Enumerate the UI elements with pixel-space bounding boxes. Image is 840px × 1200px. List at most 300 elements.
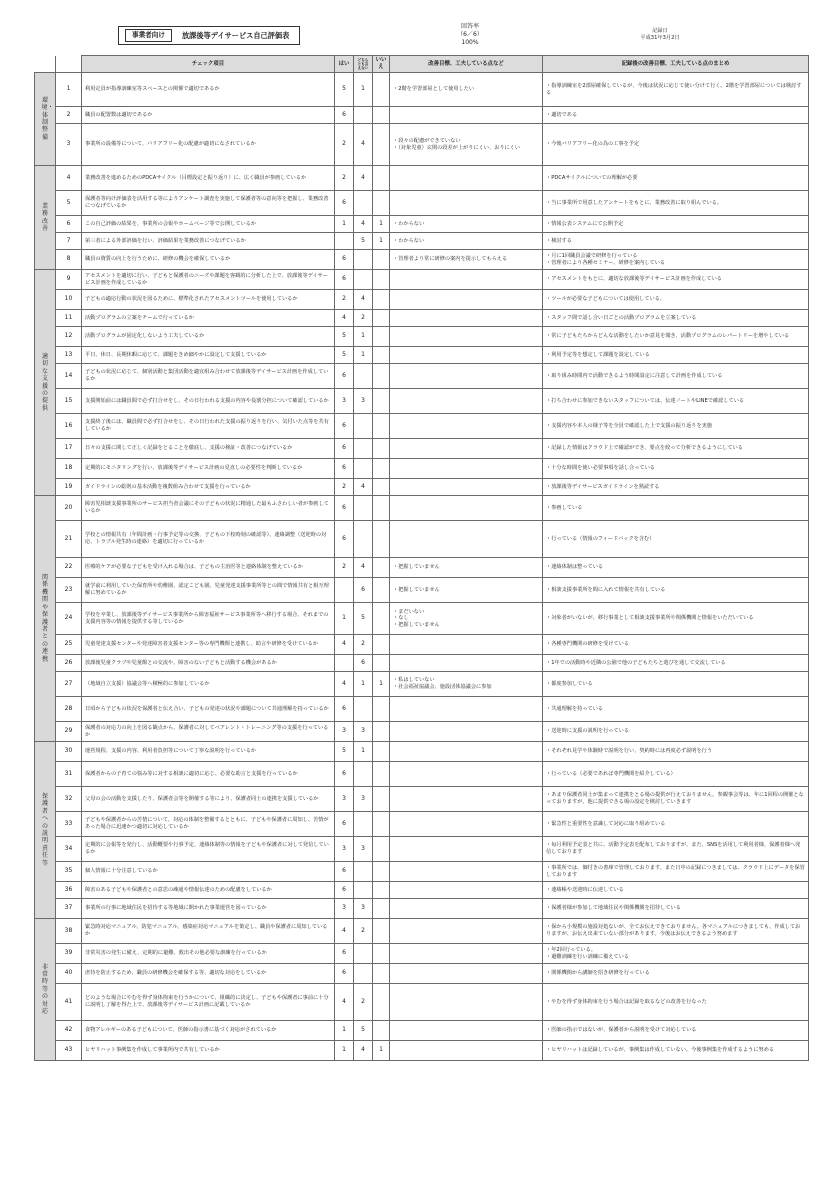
improvement-note	[390, 290, 543, 310]
check-item: 学校を卒業し、放課後等デイサービス事業所から障害福祉サービス事業所等へ移行する場合、それまでの支援内容等の情報を提供する等しているか	[82, 603, 335, 635]
maybe-count	[354, 762, 373, 787]
no-count	[373, 697, 390, 722]
no-count	[373, 166, 390, 191]
maybe-count: 5	[354, 1021, 373, 1041]
summary-note: ・ヒヤリハットは記録しているが、事例集は作成していない。今後事例集を作成するように努める	[543, 1041, 809, 1061]
maybe-count: 4	[354, 166, 373, 191]
item-number: 17	[56, 439, 82, 459]
item-number: 6	[56, 216, 82, 233]
no-count	[373, 250, 390, 270]
yes-count: 6	[335, 496, 354, 521]
item-number: 39	[56, 944, 82, 964]
check-item: 虐待を防止するため、職員の研修機会を確保する等、適切な対応をしているか	[82, 964, 335, 984]
check-item: 第三者による外部評価を行い、評価結果を業務改善につなげているか	[82, 233, 335, 250]
table-header-row	[35, 56, 809, 73]
maybe-count	[354, 364, 373, 389]
summary-note: ・送迎時に支援の説明を行っている	[543, 722, 809, 742]
table-row	[35, 862, 809, 882]
check-item: 保護者等向け評価表を活用する等によりアンケート調査を実施して保護者等の意向等を把握し、業務改善につなげているか	[82, 191, 335, 216]
page-title: 放課後等デイサービス自己評価表	[181, 30, 290, 40]
check-item: 緊急時対応マニュアル、防犯マニュアル、感染症対応マニュアルを策定し、職員や保護者に周知しているか	[82, 919, 335, 944]
improvement-note	[390, 964, 543, 984]
improvement-note	[390, 107, 543, 124]
yes-count: 5	[335, 742, 354, 762]
improvement-note	[390, 635, 543, 655]
no-count	[373, 964, 390, 984]
yes-count: 4	[335, 984, 354, 1021]
maybe-count	[354, 964, 373, 984]
maybe-count: 4	[354, 290, 373, 310]
check-item: 日々の支援に関して正しく記録をとることを徹底し、支援の検証・改善につなげているか	[82, 439, 335, 459]
maybe-count	[354, 107, 373, 124]
summary-note: ・月に1回職員会議で研修を行っている ・管理者により各種セミナー、研修を案内している	[543, 250, 809, 270]
item-number: 7	[56, 233, 82, 250]
summary-note: ・年2回行っている。 ・避難訓練を行い訓練に備えている	[543, 944, 809, 964]
table-row	[35, 558, 809, 578]
maybe-count: 1	[354, 347, 373, 364]
table-row	[35, 414, 809, 439]
improvement-note	[390, 389, 543, 414]
check-item: 医療的ケアが必要な子どもを受け入れる場合は、子どもの主治医等と連絡体制を整えているか	[82, 558, 335, 578]
check-item: アセスメントを適切に行い、子どもと保護者のニーズや課題を客観的に分析した上で、放課後等デイサービス計画を作成しているか	[82, 270, 335, 290]
check-item: 児童発達支援センターや発達障害者支援センター等の専門機関と連携し、助言や研修を受けているか	[82, 635, 335, 655]
item-number: 20	[56, 496, 82, 521]
check-item: 保護者の対応力の向上を図る観点から、保護者に対してペアレント・トレーニング等の支援を行っているか	[82, 722, 335, 742]
summary-note: ・連絡帳や送迎時に伝達している	[543, 882, 809, 899]
summary-note: ・医師の指示ではないが、保護者から説明を受けて対応している	[543, 1021, 809, 1041]
no-count	[373, 655, 390, 672]
item-number: 33	[56, 812, 82, 837]
item-number: 21	[56, 521, 82, 558]
summary-note: ・参画している	[543, 496, 809, 521]
table-row	[35, 1021, 809, 1041]
yes-count: 6	[335, 812, 354, 837]
maybe-count: 4	[354, 479, 373, 496]
check-item: この自己評価の結果を、事業所の会報やホームページ等で公開しているか	[82, 216, 335, 233]
improvement-note	[390, 327, 543, 347]
no-count	[373, 899, 390, 919]
check-item: 障害のある子どもや保護者との意思の疎通や情報伝達のための配慮をしているか	[82, 882, 335, 899]
maybe-count: 1	[354, 672, 373, 697]
item-number: 42	[56, 1021, 82, 1041]
no-count	[373, 558, 390, 578]
summary-note: ・十分な時間を使い必要事項を話し合っている	[543, 459, 809, 479]
yes-count: 4	[335, 635, 354, 655]
no-count	[373, 722, 390, 742]
summary-note: ・共通理解を持っている	[543, 697, 809, 722]
table-row	[35, 124, 809, 166]
table-row	[35, 439, 809, 459]
yes-count: 4	[335, 310, 354, 327]
table-row	[35, 984, 809, 1021]
no-count	[373, 290, 390, 310]
yes-count: 1	[335, 603, 354, 635]
yes-count: 6	[335, 107, 354, 124]
section-label: 環境・体制整備	[35, 73, 56, 166]
maybe-count	[354, 697, 373, 722]
summary-note: ・取り組み時間内で活動できるよう時間設定に注意して計画を作成している	[543, 364, 809, 389]
table-row	[35, 290, 809, 310]
improvement-note: ・管理者より常に研修の案内を提示してもらえる	[390, 250, 543, 270]
improvement-note	[390, 862, 543, 882]
table-row	[35, 672, 809, 697]
yes-count: 2	[335, 124, 354, 166]
maybe-count: 3	[354, 722, 373, 742]
no-count	[373, 837, 390, 862]
maybe-count	[354, 944, 373, 964]
maybe-count: 5	[354, 233, 373, 250]
check-item: 支援開始前には職員間で必ず打合せをし、その日行われる支援の内容や役割分担について確認しているか	[82, 389, 335, 414]
table-row	[35, 270, 809, 290]
item-number: 22	[56, 558, 82, 578]
check-item: 子どもや保護者からの苦情について、対応の体制を整備するとともに、子どもや保護者に周知し、苦情があった場合に迅速かつ適切に対応しているか	[82, 812, 335, 837]
maybe-count: 1	[354, 327, 373, 347]
yes-count: 1	[335, 216, 354, 233]
item-number: 3	[56, 124, 82, 166]
yes-count: 2	[335, 558, 354, 578]
column-header-maybe: どちらとも言えない	[354, 56, 373, 73]
check-item: 事業所の行事に地域住民を招待する等地域に開かれた事業運営を図っているか	[82, 899, 335, 919]
item-number: 19	[56, 479, 82, 496]
table-row	[35, 166, 809, 191]
improvement-note	[390, 899, 543, 919]
item-number: 31	[56, 762, 82, 787]
improvement-note	[390, 1041, 543, 1061]
no-count	[373, 414, 390, 439]
table-row	[35, 742, 809, 762]
yes-count: 6	[335, 964, 354, 984]
check-item: 事業所の設備等について、バリアフリー化の配慮が適切になされているか	[82, 124, 335, 166]
response-rate-label: 回答率	[460, 23, 479, 30]
item-number: 10	[56, 290, 82, 310]
table-row	[35, 812, 809, 837]
maybe-count: 2	[354, 984, 373, 1021]
maybe-count: 3	[354, 899, 373, 919]
table-row	[35, 919, 809, 944]
item-number: 13	[56, 347, 82, 364]
summary-note: ・利用予定等を想定して課題を設定している	[543, 347, 809, 364]
table-body	[35, 73, 809, 1061]
improvement-note	[390, 812, 543, 837]
table-row	[35, 191, 809, 216]
improvement-note	[390, 837, 543, 862]
summary-note: ・あまり保護者同士が集まって連携をとる場の提供が行えておりません。参観事会等は、年に1回程の開催となっておりますが、他に提供できる場の設定を検討していきます	[543, 787, 809, 812]
maybe-count	[354, 459, 373, 479]
record-date	[610, 28, 710, 42]
check-item: 支援終了後には、職員間で必ず打合せをし、その日行われた支援の振り返りを行い、気付いた点等を共有しているか	[82, 414, 335, 439]
improvement-note	[390, 655, 543, 672]
no-count	[373, 919, 390, 944]
summary-note: ・記録した情報はクラウド上で確認ができ、要点を絞って分析できるようにしている	[543, 439, 809, 459]
no-count	[373, 496, 390, 521]
check-item: 個人情報に十分注意しているか	[82, 862, 335, 882]
improvement-note	[390, 166, 543, 191]
table-row	[35, 635, 809, 655]
improvement-note	[390, 364, 543, 389]
no-count	[373, 73, 390, 107]
maybe-count: 4	[354, 1041, 373, 1061]
summary-note: ・各種専門機関の研修を受けている	[543, 635, 809, 655]
table-row	[35, 216, 809, 233]
maybe-count: 4	[354, 124, 373, 166]
check-item: ガイドラインの総則の基本活動を複数組み合わせて支援を行っているか	[82, 479, 335, 496]
no-count	[373, 944, 390, 964]
improvement-note	[390, 697, 543, 722]
item-number: 25	[56, 635, 82, 655]
check-item: 業務改善を進めるためのPDCAサイクル（目標設定と振り返り）に、広く職員が参画しているか	[82, 166, 335, 191]
no-count	[373, 742, 390, 762]
item-number: 11	[56, 310, 82, 327]
yes-count: 6	[335, 270, 354, 290]
table-row	[35, 107, 809, 124]
evaluation-table	[34, 55, 809, 1061]
check-item: 子どもの状況に応じて、個別活動と集団活動を適宜組み合わせて放課後等デイサービス計画を作成しているか	[82, 364, 335, 389]
improvement-note: ・わからない	[390, 216, 543, 233]
check-item: 食物アレルギーのある子どもについて、医師の指示書に基づく対応がされているか	[82, 1021, 335, 1041]
no-count	[373, 389, 390, 414]
table-row	[35, 479, 809, 496]
yes-count: 3	[335, 837, 354, 862]
summary-note: ・行っている（必要であれば専門機関を紹介している）	[543, 762, 809, 787]
summary-note: ・保から小規模の施設対処ないが、全てお伝えできておりません。各マニュアルにつきましても、作成しておりますが、お伝え出来ていない部分があります。今後はお伝えできるよう努めます	[543, 919, 809, 944]
section-label: 業務改善	[35, 166, 56, 270]
table-row	[35, 655, 809, 672]
yes-count: 1	[335, 1021, 354, 1041]
response-rate-percent: 100%	[461, 39, 479, 46]
item-number: 36	[56, 882, 82, 899]
table-row	[35, 964, 809, 984]
item-number: 9	[56, 270, 82, 290]
table-row	[35, 1041, 809, 1061]
table-row	[35, 882, 809, 899]
no-count	[373, 347, 390, 364]
item-number: 37	[56, 899, 82, 919]
yes-count: 5	[335, 73, 354, 107]
improvement-note	[390, 191, 543, 216]
improvement-note	[390, 882, 543, 899]
no-count	[373, 578, 390, 603]
maybe-count: 5	[354, 603, 373, 635]
check-item: 日頃から子どもの状況を保護者と伝え合い、子どもの発達の状況や課題について共通理解を持っているか	[82, 697, 335, 722]
check-item: 放課後児童クラブや児童館との交流や、障害のない子どもと活動する機会があるか	[82, 655, 335, 672]
yes-count: 6	[335, 439, 354, 459]
table-row	[35, 944, 809, 964]
summary-note: ・アセスメントをもとに、適切な放課後等デイサービス計画を作成している	[543, 270, 809, 290]
improvement-note	[390, 347, 543, 364]
maybe-count: 3	[354, 837, 373, 862]
item-number: 26	[56, 655, 82, 672]
header-blank-cell	[35, 56, 56, 73]
column-header-yes: はい	[335, 56, 354, 73]
section-label: 関係機関や保護者との連携	[35, 496, 56, 742]
section-label: 適切な支援の提供	[35, 270, 56, 496]
maybe-count: 4	[354, 216, 373, 233]
check-item: （地域自立支援）協議会等へ積極的に参加しているか	[82, 672, 335, 697]
item-number: 43	[56, 1041, 82, 1061]
check-item: 非常災害の発生に備え、定期的に避難、救出その他必要な訓練を行っているか	[82, 944, 335, 964]
table-row	[35, 521, 809, 558]
check-item: 子どもの適応行動の状況を図るために、標準化されたアセスメントツールを使用しているか	[82, 290, 335, 310]
summary-note: ・放課後等デイサービスガイドラインを熟読する	[543, 479, 809, 496]
check-item: 平日、休日、長期休暇に応じて、課題をきめ細やかに設定して支援しているか	[82, 347, 335, 364]
yes-count: 6	[335, 191, 354, 216]
maybe-count: 1	[354, 742, 373, 762]
summary-note: ・保護者様が参加して地域住民や関係機関を招待している	[543, 899, 809, 919]
item-number: 23	[56, 578, 82, 603]
no-count: 1	[373, 233, 390, 250]
no-count	[373, 812, 390, 837]
table-row	[35, 233, 809, 250]
no-count	[373, 459, 390, 479]
maybe-count	[354, 882, 373, 899]
column-header-check: チェック項目	[82, 56, 335, 73]
yes-count	[335, 233, 354, 250]
summary-note: ・検討する	[543, 233, 809, 250]
maybe-count: 2	[354, 919, 373, 944]
improvement-note: ・把握していません	[390, 578, 543, 603]
check-item: 活動プログラムが固定化しないよう工夫しているか	[82, 327, 335, 347]
summary-note: ・連絡体制は整っている	[543, 558, 809, 578]
item-number: 34	[56, 837, 82, 862]
no-count	[373, 862, 390, 882]
item-number: 29	[56, 722, 82, 742]
item-number: 30	[56, 742, 82, 762]
no-count	[373, 191, 390, 216]
yes-count: 6	[335, 862, 354, 882]
table-row	[35, 899, 809, 919]
summary-note: ・対象者がいないが、移行事業として相談支援事業所や関係機関と情報をいただいている	[543, 603, 809, 635]
yes-count: 3	[335, 389, 354, 414]
item-number: 5	[56, 191, 82, 216]
improvement-note	[390, 762, 543, 787]
item-number: 2	[56, 107, 82, 124]
table-row	[35, 73, 809, 107]
improvement-note	[390, 521, 543, 558]
maybe-count	[354, 521, 373, 558]
summary-note: ・今後バリアフリー化の為の工事を予定	[543, 124, 809, 166]
improvement-note: ・2階を学習部屋として使用したい	[390, 73, 543, 107]
item-number: 16	[56, 414, 82, 439]
improvement-note	[390, 1021, 543, 1041]
maybe-count: 2	[354, 635, 373, 655]
item-number: 28	[56, 697, 82, 722]
item-number: 4	[56, 166, 82, 191]
maybe-count	[354, 250, 373, 270]
improvement-note	[390, 787, 543, 812]
summary-note: ・それぞれ見学や体験時で説明を行い、契約時には再度必ず説明を行う	[543, 742, 809, 762]
maybe-count	[354, 270, 373, 290]
no-count	[373, 603, 390, 635]
improvement-note	[390, 270, 543, 290]
yes-count: 4	[335, 672, 354, 697]
no-count	[373, 439, 390, 459]
yes-count	[335, 655, 354, 672]
maybe-count	[354, 812, 373, 837]
no-count	[373, 479, 390, 496]
item-number: 41	[56, 984, 82, 1021]
summary-note: ・都度参加している	[543, 672, 809, 697]
no-count	[373, 364, 390, 389]
table-row	[35, 787, 809, 812]
table-row	[35, 347, 809, 364]
no-count	[373, 635, 390, 655]
yes-count: 6	[335, 944, 354, 964]
yes-count: 6	[335, 697, 354, 722]
item-number: 15	[56, 389, 82, 414]
improvement-note	[390, 984, 543, 1021]
summary-note: ・情報公表システムにて公開予定	[543, 216, 809, 233]
check-item: 職員の配置数は適切であるか	[82, 107, 335, 124]
table-row	[35, 364, 809, 389]
maybe-count	[354, 414, 373, 439]
improvement-note	[390, 722, 543, 742]
item-number: 12	[56, 327, 82, 347]
yes-count: 2	[335, 479, 354, 496]
maybe-count: 3	[354, 389, 373, 414]
yes-count: 4	[335, 919, 354, 944]
improvement-note: ・まだいない ・なし ・把握していません	[390, 603, 543, 635]
table-row	[35, 578, 809, 603]
summary-note: ・PDCAサイクルについての理解が必要	[543, 166, 809, 191]
improvement-note	[390, 439, 543, 459]
column-header-summary: 記録後の改善目標、工夫している点のまとめ	[543, 56, 809, 73]
table-row	[35, 837, 809, 862]
improvement-note	[390, 919, 543, 944]
maybe-count	[354, 496, 373, 521]
yes-count: 1	[335, 1041, 354, 1061]
table-row	[35, 389, 809, 414]
check-item: 運営規程、支援の内容、利用者負担等について丁寧な説明を行っているか	[82, 742, 335, 762]
yes-count: 3	[335, 722, 354, 742]
item-number: 1	[56, 73, 82, 107]
column-header-improve: 改善目標、工夫している点など	[390, 56, 543, 73]
table-row	[35, 722, 809, 742]
improvement-note	[390, 742, 543, 762]
yes-count: 6	[335, 414, 354, 439]
yes-count	[335, 578, 354, 603]
improvement-note: ・私はしていない ・社会福祉協議会、施設団体協議会に参加	[390, 672, 543, 697]
table-row	[35, 459, 809, 479]
summary-note: ・指導訓練室を2部屋確保しているが、今後は状況に応じて使い分けて行く。2階を学習部屋については検討する	[543, 73, 809, 107]
maybe-count: 2	[354, 310, 373, 327]
check-item: 保護者からの子育ての悩み等に対する相談に適切に応じ、必要な助言と支援を行っているか	[82, 762, 335, 787]
no-count	[373, 327, 390, 347]
table-row	[35, 762, 809, 787]
no-count	[373, 310, 390, 327]
yes-count: 6	[335, 364, 354, 389]
improvement-note	[390, 479, 543, 496]
check-item: ヒヤリハット事例集を作成して事業所内で共有しているか	[82, 1041, 335, 1061]
yes-count: 2	[335, 290, 354, 310]
section-label: 非常時等の対応	[35, 919, 56, 1061]
item-number: 8	[56, 250, 82, 270]
table-row	[35, 496, 809, 521]
section-label: 保護者への説明責任等	[35, 742, 56, 919]
summary-note: ・相談支援事業所を間に入れて情報を共有している	[543, 578, 809, 603]
yes-count: 6	[335, 459, 354, 479]
check-item: 定期的にモニタリングを行い、放課後等デイサービス計画の見直しの必要性を判断しているか	[82, 459, 335, 479]
improvement-note: ・わからない	[390, 233, 543, 250]
no-count	[373, 762, 390, 787]
yes-count: 3	[335, 787, 354, 812]
maybe-count	[354, 862, 373, 882]
title-box	[118, 26, 300, 45]
no-count	[373, 270, 390, 290]
summary-note: ・当に事業所で用意したアンケートをもとに、業務改善に取り組んでいる。	[543, 191, 809, 216]
check-item: 職員の資質の向上を行うために、研修の機会を確保しているか	[82, 250, 335, 270]
response-rate-ratio: （6／6）	[457, 31, 483, 38]
no-count	[373, 1021, 390, 1041]
